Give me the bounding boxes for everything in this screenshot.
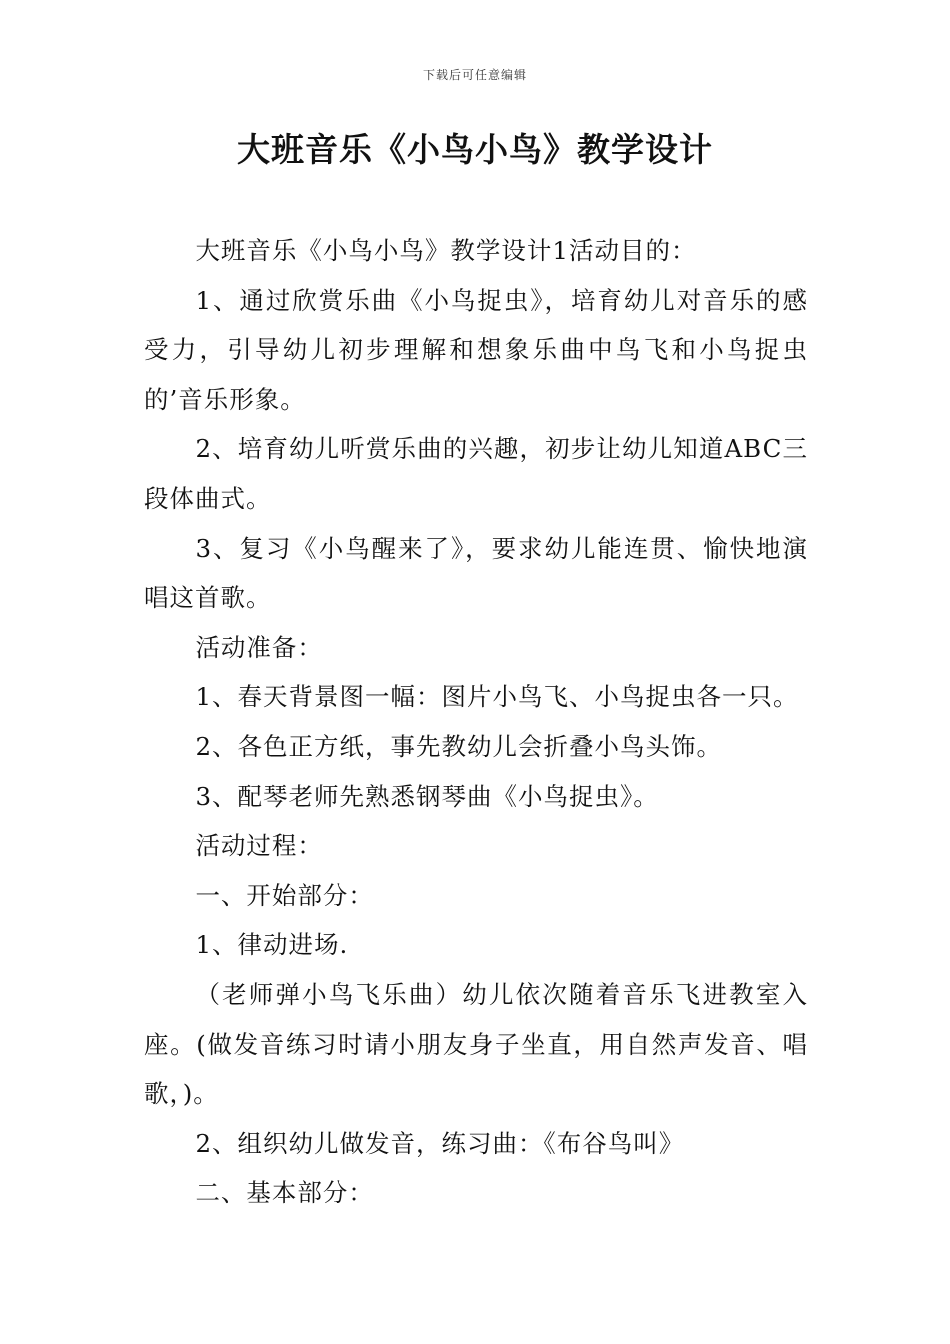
paragraph-goal-1: 1、通过欣赏乐曲《小鸟捉虫》，培育幼儿对音乐的感受力，引导幼儿初步理解和想象乐曲中鸟飞和小鸟捉虫的’音乐形象。 — [144, 285, 808, 414]
paragraph-prep-1: 1、春天背景图一幅：图片小鸟飞、小鸟捉虫各一只。 — [195, 682, 799, 712]
header-note: 下载后可任意编辑 — [422, 68, 527, 82]
subheading-opening: 一、开始部分： — [195, 880, 374, 910]
paragraph-prep-2: 2、各色正方纸，事先教幼儿会折叠小鸟头饰。 — [195, 731, 723, 761]
paragraph-goal-2: 2、培育幼儿听赏乐曲的兴趣，初步让幼儿知道ABC三段体曲式。 — [144, 434, 808, 513]
paragraph-goal-3: 3、复习《小鸟醒来了》，要求幼儿能连贯、愉快地演唱这首歌。 — [144, 533, 808, 613]
paragraph-prep-3: 3、配琴老师先熟悉钢琴曲《小鸟捉虫》。 — [195, 781, 659, 811]
document-body — [144, 226, 808, 1218]
section-heading-preparation: 活动准备： — [195, 632, 323, 662]
section-heading-process: 活动过程： — [195, 831, 323, 861]
document-title: 大班音乐《小鸟小鸟》教学设计 — [237, 130, 713, 169]
paragraph-opening-1: 1、律动进场. — [195, 930, 349, 960]
paragraph-opening-detail: （老师弹小鸟飞乐曲）幼儿依次随着音乐飞进教室入座。(做发音练习时请小朋友身子坐直，用自然声发音、唱歌，)。 — [144, 979, 808, 1109]
paragraph-opening-2: 2、组织幼儿做发音，练习曲：《布谷鸟叫》 — [195, 1128, 685, 1158]
paragraph-intro: 大班音乐《小鸟小鸟》教学设计1活动目的： — [195, 236, 697, 265]
subheading-basic: 二、基本部分： — [195, 1178, 374, 1208]
